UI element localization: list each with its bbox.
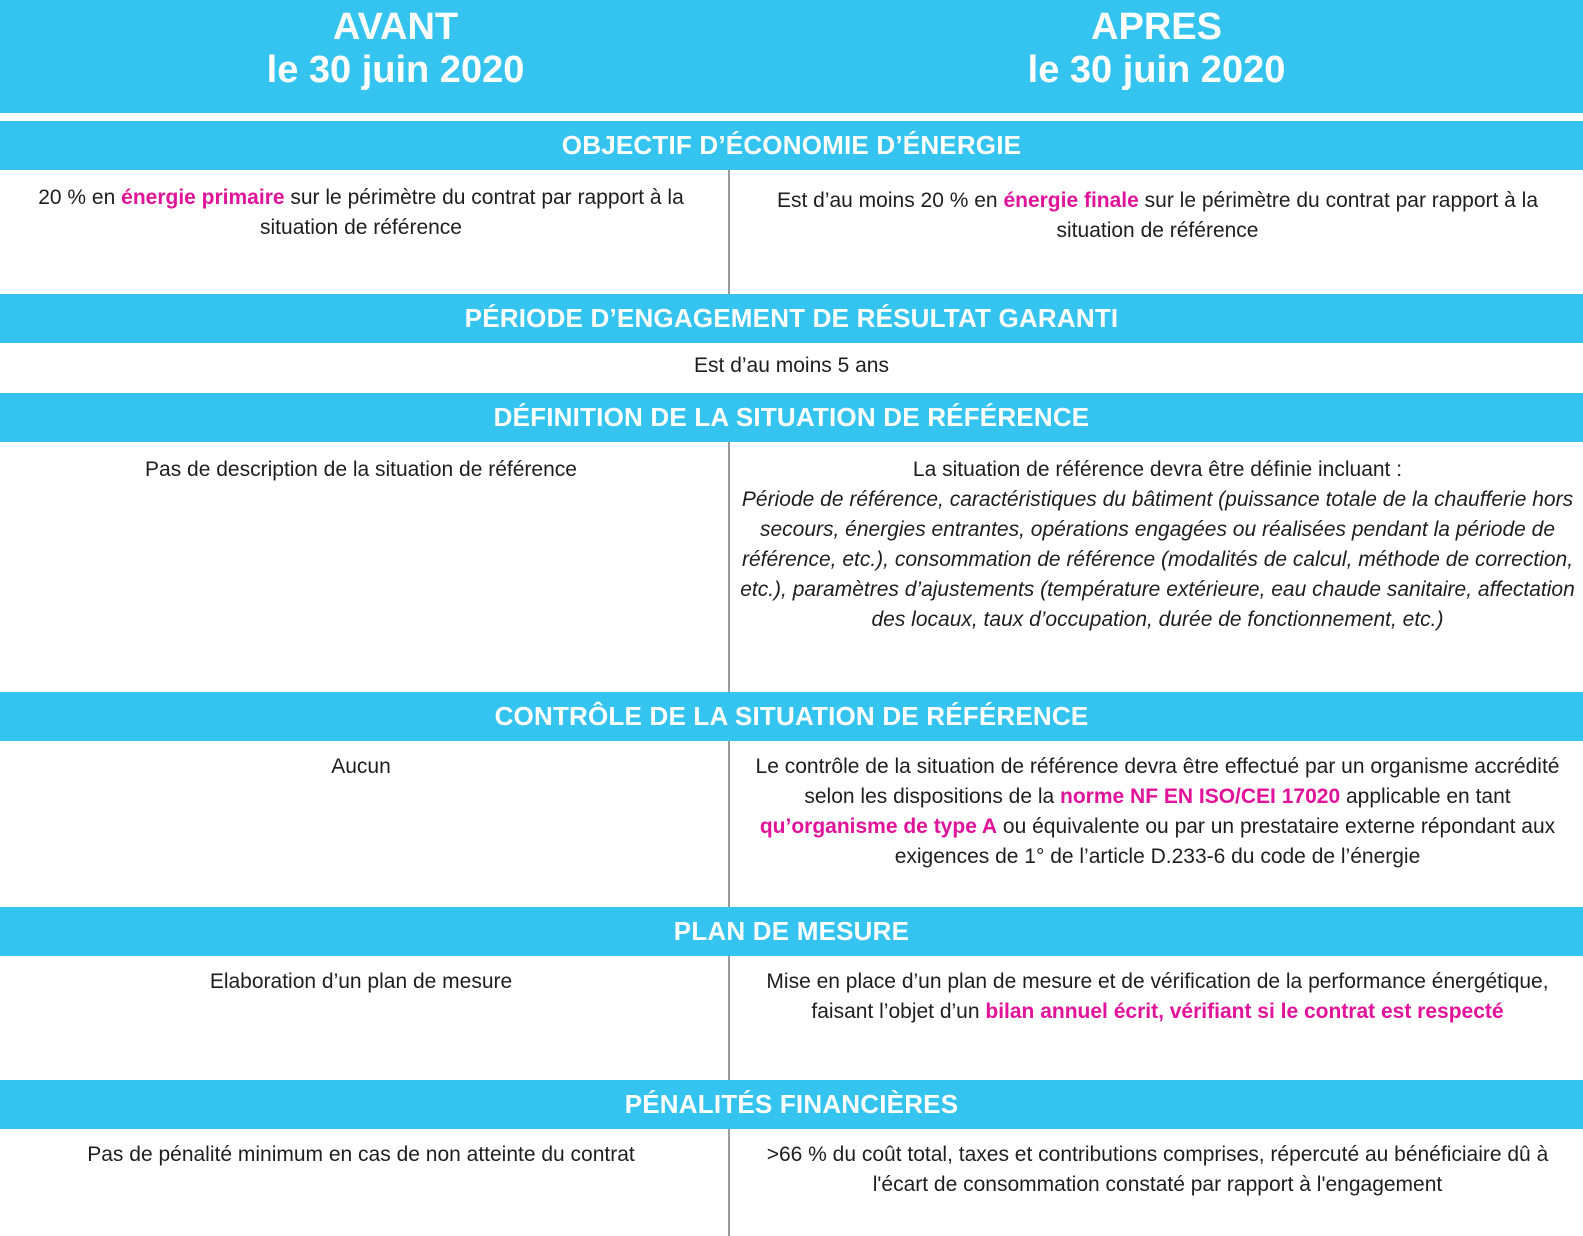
penalites-before: Pas de pénalité minimum en cas de non atteinte du contrat: [87, 1143, 635, 1166]
section-title-periode: PÉRIODE D’ENGAGEMENT DE RÉSULTAT GARANTI: [0, 294, 1583, 343]
after-column-title: [761, 6, 1552, 92]
definition-after-details: Période de référence, caractéristiques du bâtiment (puissance totale de la chaufferie hors secours, énergies entrantes, opérations engagées ou réalisées pendant la période de référence, etc.), consommation de référence (modalités de calcul, méthode de correction, etc.), paramètres d’ajustements (température extérieure, eau chaude sanitaire, affectation des locaux, taux d’occupation, durée de fonctionnement, etc.): [740, 488, 1575, 631]
plan-before: Elaboration d’un plan de mesure: [209, 970, 513, 993]
comparison-header: [0, 0, 1583, 113]
section-title-penalites: PÉNALITÉS FINANCIÈRES: [0, 1080, 1583, 1129]
before-column-title: [0, 6, 791, 92]
before-title-line1: AVANT: [332, 6, 459, 48]
definition-after-intro: La situation de référence devra être définie incluant :: [912, 458, 1403, 481]
controle-after: Le contrôle de la situation de référence devra être effectué par un organisme accrédité selon les dispositions de la norme NF EN ISO/CEI 17020 applicable en tant qu’organisme de type A ou équivalente ou par un prestataire externe répondant aux exigences de 1° de l’article D.233-6 du code de l’énergie: [755, 755, 1560, 868]
section-title-plan: PLAN DE MESURE: [0, 907, 1583, 956]
objectif-before: 20 % en énergie primaire sur le périmètre du contrat par rapport à la situation de référence: [38, 186, 684, 239]
section-title-definition: DÉFINITION DE LA SITUATION DE RÉFÉRENCE: [0, 393, 1583, 442]
section-title-objectif: OBJECTIF D’ÉCONOMIE D’ÉNERGIE: [0, 121, 1583, 170]
highlight-energie-finale: énergie finale: [1003, 189, 1139, 212]
highlight-energie-primaire: énergie primaire: [121, 186, 285, 209]
highlight-organisme-type-a: qu’organisme de type A: [759, 815, 998, 838]
periode-text: Est d’au moins 5 ans: [694, 354, 889, 377]
objectif-after: Est d’au moins 20 % en énergie finale sur le périmètre du contrat par rapport à la situation de référence: [776, 189, 1539, 242]
highlight-bilan-annuel: bilan annuel écrit, vérifiant si le contrat est respecté: [985, 1000, 1504, 1023]
after-title-line2: le 30 juin 2020: [1027, 49, 1286, 91]
column-divider: [728, 170, 730, 294]
column-divider: [728, 741, 730, 907]
highlight-norme: norme NF EN ISO/CEI 17020: [1060, 785, 1341, 808]
column-divider: [728, 442, 730, 692]
before-title-line2: le 30 juin 2020: [266, 49, 525, 91]
section-title-controle: CONTRÔLE DE LA SITUATION DE RÉFÉRENCE: [0, 692, 1583, 741]
definition-after: [740, 455, 1575, 635]
penalites-after: >66 % du coût total, taxes et contributions comprises, répercuté au bénéficiaire dû à l'écart de consommation constaté par rapport à l'engagement: [766, 1143, 1549, 1196]
definition-before: Pas de description de la situation de référence: [145, 458, 577, 481]
controle-before: Aucun: [331, 755, 391, 778]
column-divider: [728, 956, 730, 1080]
plan-after: Mise en place d’un plan de mesure et de vérification de la performance énergétique, faisant l’objet d’un bilan annuel écrit, vérifiant si le contrat est respecté: [766, 970, 1549, 1023]
column-divider: [728, 1129, 730, 1236]
after-title-line1: APRES: [1091, 6, 1222, 48]
